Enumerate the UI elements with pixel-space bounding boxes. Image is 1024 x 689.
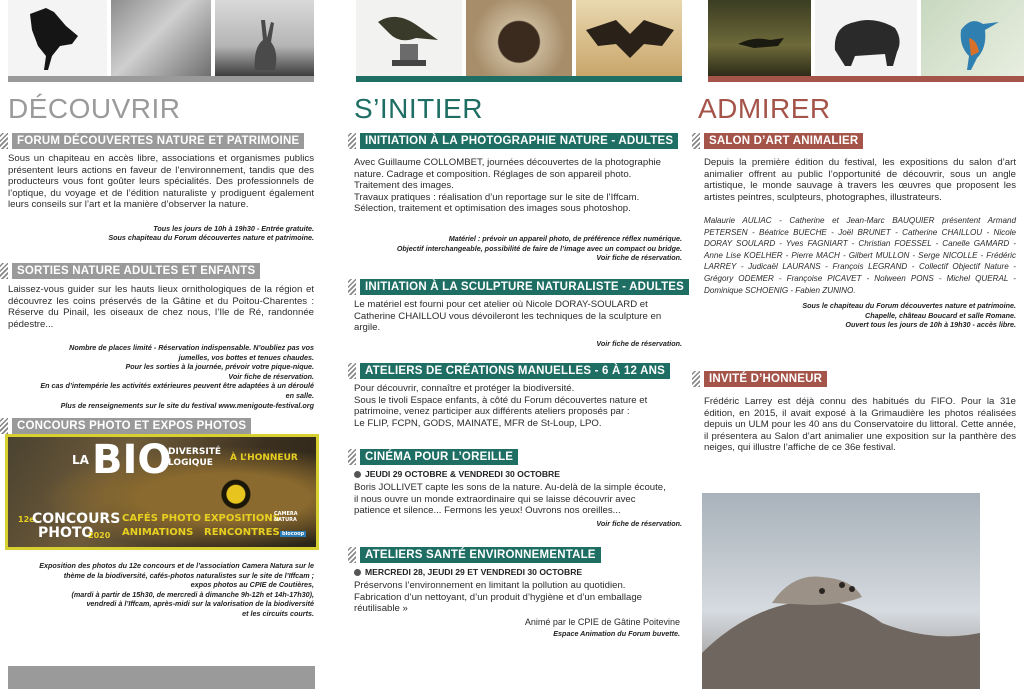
section-body: Laissez-vous guider sur les hauts lieux ornithologiques de la région et découvrez les coins préservés de la Gâtine et du Poitou-Charentes : Réserve du Pinail, les oiseaux de chez nous, l’Ile de Ré, randonnée pédestre...: [8, 284, 314, 330]
column-title: DÉCOUVRIR: [8, 93, 181, 124]
bottom-bar: [8, 666, 315, 689]
section-body: [354, 157, 682, 215]
fox-photo: [708, 0, 811, 76]
hatch-icon: [692, 371, 700, 387]
hatch-icon: [0, 263, 8, 279]
body-line: Traitement des images.: [354, 180, 454, 192]
event-date: [354, 469, 560, 479]
note-line: Plus de renseignements sur le site du festival www.menigoute-festival.org: [60, 400, 314, 410]
event-date: [354, 567, 582, 577]
note-line: thème de la biodiversité, cafés-photos naturalistes sur le site de l’Iffcam ;: [63, 570, 314, 580]
poster-text: DIVERSITÉ: [168, 447, 221, 457]
body-line: Préservons l’environnement en limitant la pollution au quotidien.: [354, 580, 626, 591]
section-body: [354, 383, 682, 429]
section-header-sculpture: [348, 279, 689, 295]
note-line: expos photos au CPIE de Coutières,: [190, 580, 314, 590]
raven-photo: [8, 0, 107, 76]
section-header-concours: [0, 418, 251, 434]
section-notes: [8, 561, 314, 619]
artists-list: Malaurie AULIAC - Catherine et Jean-Marc BAUQUIER présentent Armand PETERSEN - Béatrice BUECHE - Joël BRUNET - Catherine CHAILLOU - Nicole DORAY SOULARD - Yves FAGNIART - Christian FOESSEL - Canelle GAMARD - Anne Lise KOELHER - Pierre MACH - Gilbert MULLON - Serge NICOLLE - Frédéric LARREY - Judicaël LAURANS - François LEGRAND - Collectif Objectif Nature - Grégory ODEMER - Françoise PICAVET - Nolween PONS - Michel QUERAL - Dominique SCHOENIG - Fabien ZUNINO.: [704, 216, 1016, 295]
poster-logo: biocoop: [282, 531, 305, 537]
poster-text: CONCOURS: [32, 511, 121, 527]
photo-strip: [356, 0, 682, 76]
section-label: SALON D’ART ANIMALIER: [704, 133, 863, 149]
section-label: INITIATION À LA PHOTOGRAPHIE NATURE - ADULTES: [360, 133, 678, 149]
hatch-icon: [348, 133, 356, 149]
section-header-sorties: [0, 263, 260, 279]
section-label: INITIATION À LA SCULPTURE NATURALISTE - ADULTES: [360, 279, 689, 295]
note-line: Matériel : prévoir un appareil photo, de préférence réflex numérique.: [448, 234, 682, 243]
note-line: Nombre de places limité - Réservation indispensable. N’oubliez pas vos: [69, 343, 314, 352]
snow-leopard-photo: [111, 0, 210, 76]
poster-text: BIO: [92, 437, 172, 483]
concours-photo-poster: [8, 437, 316, 547]
poster-text: ANIMATIONS: [122, 527, 194, 538]
bullet-icon: [354, 569, 361, 576]
note-line: Ouvert tous les jours de 10h à 19h30 - accès libre.: [845, 320, 1016, 330]
column-decouvrir: [0, 0, 330, 689]
body-line: patience et silence... Fermons les yeux! Ouvrons nos oreilles...: [354, 505, 621, 517]
bullet-icon: [354, 471, 361, 478]
date-text: JEUDI 29 OCTOBRE & VENDREDI 30 OCTOBRE: [365, 469, 560, 479]
hatch-icon: [348, 363, 356, 379]
poster-text: 2020: [88, 531, 111, 540]
column-color-bar: [8, 76, 314, 82]
hatch-icon: [0, 418, 8, 434]
photo-strip: [8, 0, 314, 76]
note-line: Voir fiche de réservation.: [228, 371, 314, 381]
body-line: il nous ouvre un monde extraordinaire qui se laisse découvrir avec: [354, 493, 636, 505]
note-line: En cas d’intempérie les activités extérieures peuvent être adaptées à un déroulé: [40, 381, 314, 391]
section-notes: [354, 234, 682, 263]
snow-leopard-photo: [702, 493, 980, 689]
hatch-icon: [348, 547, 356, 563]
body-line: réutilisable »: [354, 603, 408, 615]
section-body: Frédéric Larrey est déjà connu des habitués du FIFO. Pour la 31e édition, en 2015, il avait exposé à la Grimaudière les photos réalisées depuis un ULM pour les 40 ans du Conservatoire du littoral. Cette année, il présentera au Salon d’art animalier une exposition sur la panthère des neiges, qui illustre l’affiche de ce 36e festival.: [704, 396, 1016, 454]
section-label: ATELIERS SANTÉ ENVIRONNEMENTALE: [360, 547, 601, 563]
body-line: Travaux pratiques : réalisation d’un reportage sur le site de l’Iffcam.: [354, 191, 640, 203]
poster-text: CAFÉS PHOTO: [122, 513, 201, 524]
note-line: (mardi à partir de 15h30, de mercredi à dimanche 9h-12h et 14h-17h30),: [71, 589, 314, 599]
section-body: Le matériel est fourni pour cet atelier où Nicole DORAY-SOULARD et Catherine CHAILLOU vous dévoileront les techniques de la sculpture en argile.: [354, 299, 662, 334]
note-line: vendredi à l’Iffcam, après-midi sur la valorisation de la biodiversité: [86, 599, 314, 609]
poster-text: PHOTO: [38, 525, 94, 541]
hare-photo: [215, 0, 314, 76]
hatch-icon: [692, 133, 700, 149]
section-header-salon: [692, 133, 863, 149]
section-notes: [704, 301, 1016, 330]
hatch-icon: [348, 279, 356, 295]
section-header-ateliers: [348, 363, 670, 379]
note-line: Voir fiche de réservation.: [596, 253, 682, 263]
poster-logo: CAMERA NATURA: [274, 511, 298, 523]
bird-sculpture-photo: [356, 0, 462, 76]
note-line: jumelles, vos bottes et tenues chaudes.: [178, 352, 314, 362]
section-header-cinema: [348, 449, 518, 465]
kingfisher-photo: [921, 0, 1024, 76]
body-line: Sous le tivoli Espace enfants, à côté du Forum découvertes nature et: [354, 394, 648, 406]
note-line: Pour les sorties à la journée, prévoir votre pique-nique.: [125, 362, 314, 372]
body-line: Avec Guillaume COLLOMBET, journées découvertes de la photographie: [354, 157, 661, 168]
section-body: [354, 482, 682, 517]
note-line: et les circuits courts.: [242, 608, 314, 618]
photo-strip: [708, 0, 1024, 76]
column-title: ADMIRER: [698, 93, 831, 124]
note-line: en salle.: [285, 390, 314, 400]
mink-photo: [466, 0, 572, 76]
poster-text: LA: [72, 453, 89, 467]
body-line: Sélection, traitement et optimisation des images sous photoshop.: [354, 203, 631, 215]
section-body: Depuis la première édition du festival, les expositions du salon d’art animalier offrent au public l’opportunité de découvrir, sous un angle artistique, le monde sauvage à travers les œuvres que proposent les artistes peintres, sculpteurs, photographes, illustrateurs.: [704, 157, 1016, 203]
bison-sculpture-photo: [815, 0, 918, 76]
section-body: Sous un chapiteau en accès libre, associations et organismes publics présentent leurs actions en faveur de l’environnement, tandis que des producteurs vous font goûter leurs spécialités. Des professionnels de l’optique, du voyage et de l’édition naturaliste y prodiguent également leurs conseils sur l’art et la manière d’observer la nature.: [8, 153, 314, 211]
section-body: [354, 580, 682, 615]
section-label: SORTIES NATURE ADULTES ET ENFANTS: [12, 263, 260, 279]
section-notes: [8, 343, 314, 410]
hatch-icon: [0, 133, 8, 149]
section-label: INVITÉ D’HONNEUR: [704, 371, 827, 387]
column-color-bar: [708, 76, 1024, 82]
body-line: Boris JOLLIVET capte les sons de la nature. Au-delà de la simple écoute,: [354, 482, 666, 493]
body-line: Le FLIP, FCPN, GODS, MAINATE, MFR de St-Loup, LPO.: [354, 417, 602, 429]
body-line: Pour découvrir, connaître et protéger la biodiversité.: [354, 383, 575, 394]
poster-text: EXPOSITIONS: [204, 513, 280, 524]
date-text: MERCREDI 28, JEUDI 29 ET VENDREDI 30 OCTOBRE: [365, 567, 583, 577]
section-note: Sous chapiteau du Forum découvertes nature et patrimoine.: [108, 233, 314, 242]
poster-text: LOGIQUE: [168, 458, 213, 468]
hatch-icon: [348, 449, 356, 465]
body-line: nature. Cadrage et composition. Réglages de son appareil photo.: [354, 168, 632, 180]
animator-text: Animé par le CPIE de Gâtine Poitevine: [524, 617, 680, 627]
note-line: Exposition des photos du 12e concours et de l’association Camera Natura sur le: [39, 561, 314, 570]
note-line: Chapelle, château Boucard et salle Romane.: [865, 310, 1016, 320]
section-label: CONCOURS PHOTO ET EXPOS PHOTOS: [12, 418, 251, 434]
section-label: ATELIERS DE CRÉATIONS MANUELLES - 6 À 12 ANS: [360, 363, 670, 379]
poster-text: 12e: [18, 515, 35, 524]
section-label: FORUM DÉCOUVERTES NATURE ET PATRIMOINE: [12, 133, 304, 149]
note-line: Sous le chapiteau du Forum découvertes nature et patrimoine.: [802, 301, 1016, 310]
section-header-invite: [692, 371, 827, 387]
note-line: Objectif interchangeable, possibilité de faire de l’image avec un compact ou bridge.: [396, 243, 682, 253]
column-color-bar: [356, 76, 682, 82]
body-line: Fabrication d’un nettoyant, d’un produit d’hygiène et d’un emballage: [354, 591, 643, 603]
section-header-photo-init: [348, 133, 678, 149]
body-line: patrimoine, venez participer aux différents ateliers proposés par :: [354, 406, 630, 418]
section-note: Voir fiche de réservation.: [596, 519, 682, 528]
column-sinitier: [348, 0, 690, 689]
poster-text: RENCONTRES: [204, 527, 280, 538]
section-note: Tous les jours de 10h à 19h30 - Entrée gratuite.: [153, 224, 314, 233]
column-title: S’INITIER: [354, 93, 483, 124]
poster-text: À L’HONNEUR: [230, 453, 298, 463]
section-note: Voir fiche de réservation.: [596, 339, 682, 348]
section-header-forum: [0, 133, 304, 149]
bat-sculpture-photo: [576, 0, 682, 76]
section-note: Espace Animation du Forum buvette.: [553, 629, 680, 638]
section-header-sante: [348, 547, 601, 563]
section-label: CINÉMA POUR L’OREILLE: [360, 449, 518, 465]
